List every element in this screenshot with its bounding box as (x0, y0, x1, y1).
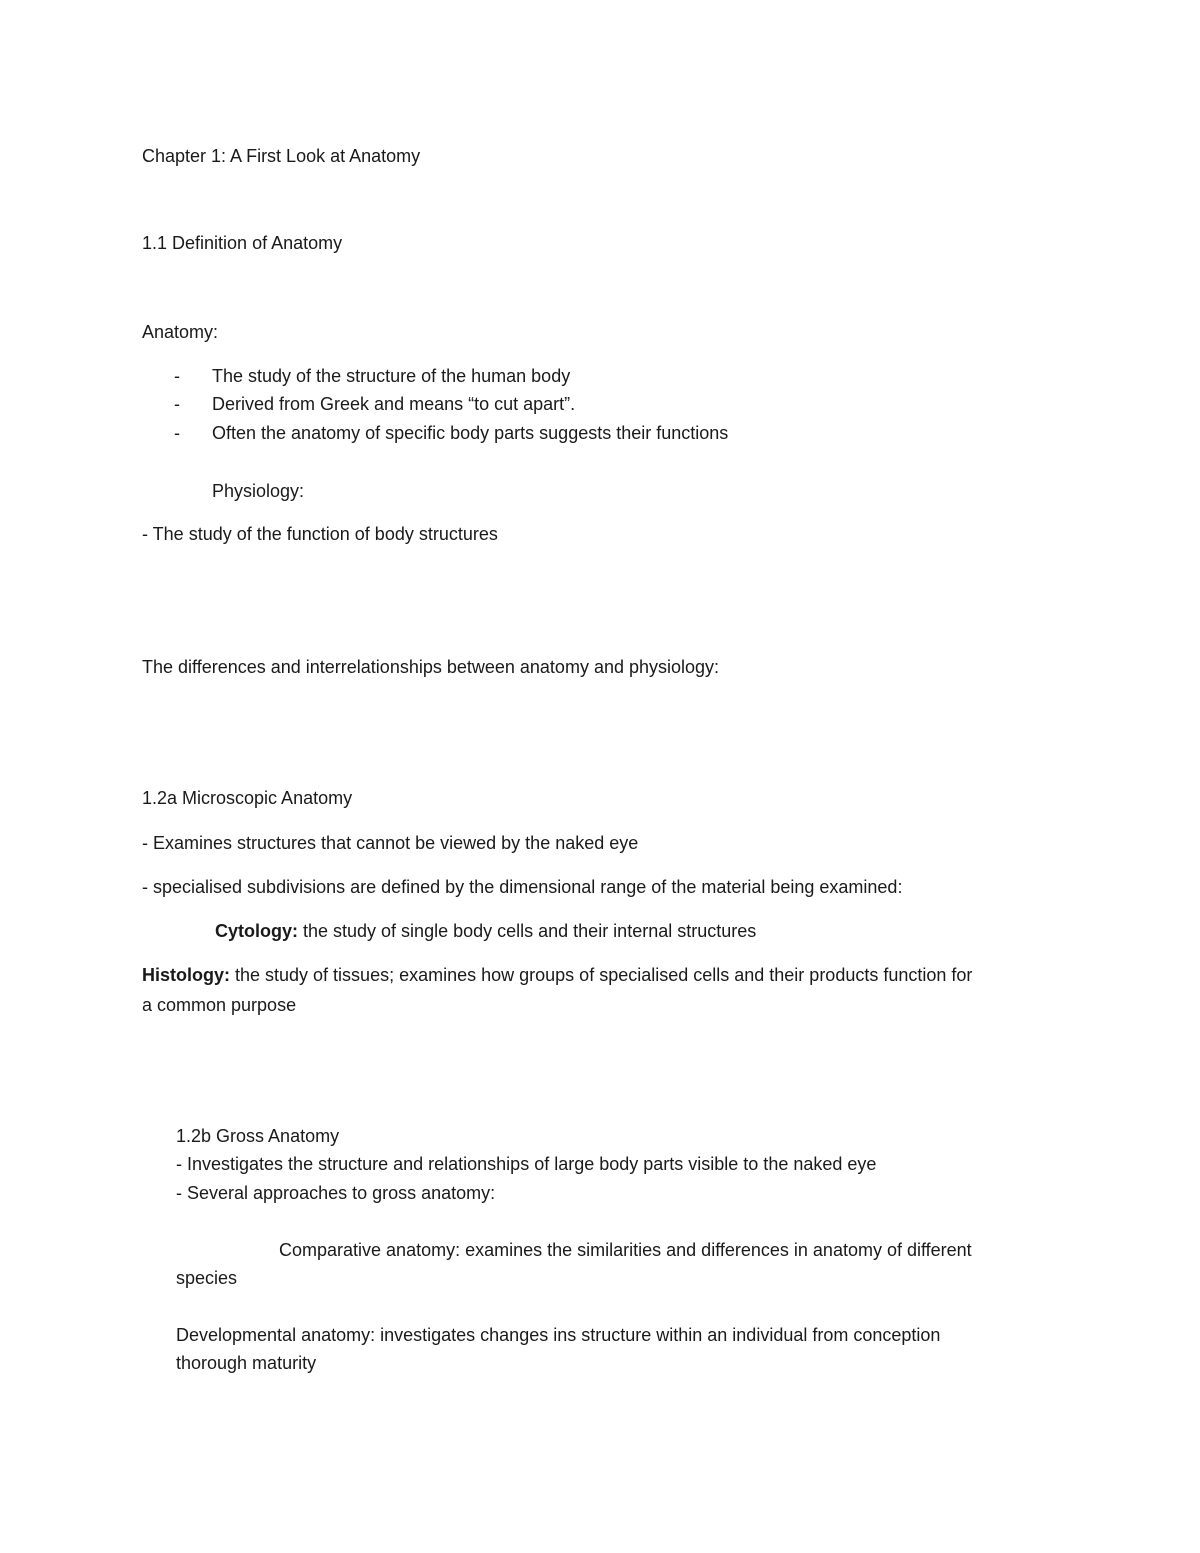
section-heading-1-2a: 1.2a Microscopic Anatomy (142, 788, 353, 808)
histology-line (142, 963, 972, 987)
bullet-marker: - (174, 394, 180, 414)
gross-line-2: - Several approaches to gross anatomy: (176, 1183, 496, 1203)
anatomy-label: Anatomy: (142, 322, 219, 342)
cytology-definition: the study of single body cells and their internal structures (298, 921, 757, 941)
cytology-term: Cytology: (215, 921, 298, 941)
comparative-anatomy-line: Comparative anatomy: examines the similarities and differences in anatomy of different (279, 1240, 972, 1260)
anatomy-bullet: Derived from Greek and means “to cut apart”. (212, 394, 576, 414)
developmental-anatomy-line: Developmental anatomy: investigates changes ins structure within an individual from conception (176, 1325, 941, 1345)
histology-term: Histology: (142, 965, 230, 985)
histology-definition: the study of tissues; examines how groups of specialised cells and their products function for (230, 965, 973, 985)
anatomy-bullet: The study of the structure of the human body (212, 366, 571, 386)
physiology-label: Physiology: (212, 481, 305, 501)
cytology-line (215, 919, 756, 943)
differences-line: The differences and interrelationships between anatomy and physiology: (142, 657, 720, 677)
physiology-definition: - The study of the function of body structures (142, 524, 498, 544)
histology-line-2: a common purpose (142, 995, 297, 1015)
section-heading-1-1: 1.1 Definition of Anatomy (142, 233, 343, 253)
comparative-anatomy-line-2: species (176, 1268, 238, 1288)
bullet-marker: - (174, 366, 180, 386)
developmental-anatomy-line-2: thorough maturity (176, 1353, 317, 1373)
section-heading-1-2b: 1.2b Gross Anatomy (176, 1126, 340, 1146)
anatomy-bullet: Often the anatomy of specific body parts suggests their functions (212, 423, 729, 443)
microscopic-line-1: - Examines structures that cannot be viewed by the naked eye (142, 833, 639, 853)
bullet-marker: - (174, 423, 180, 443)
gross-line-1: - Investigates the structure and relationships of large body parts visible to the naked eye (176, 1154, 877, 1174)
microscopic-line-2: - specialised subdivisions are defined by the dimensional range of the material being examined: (142, 877, 903, 897)
chapter-title: Chapter 1: A First Look at Anatomy (142, 146, 421, 166)
